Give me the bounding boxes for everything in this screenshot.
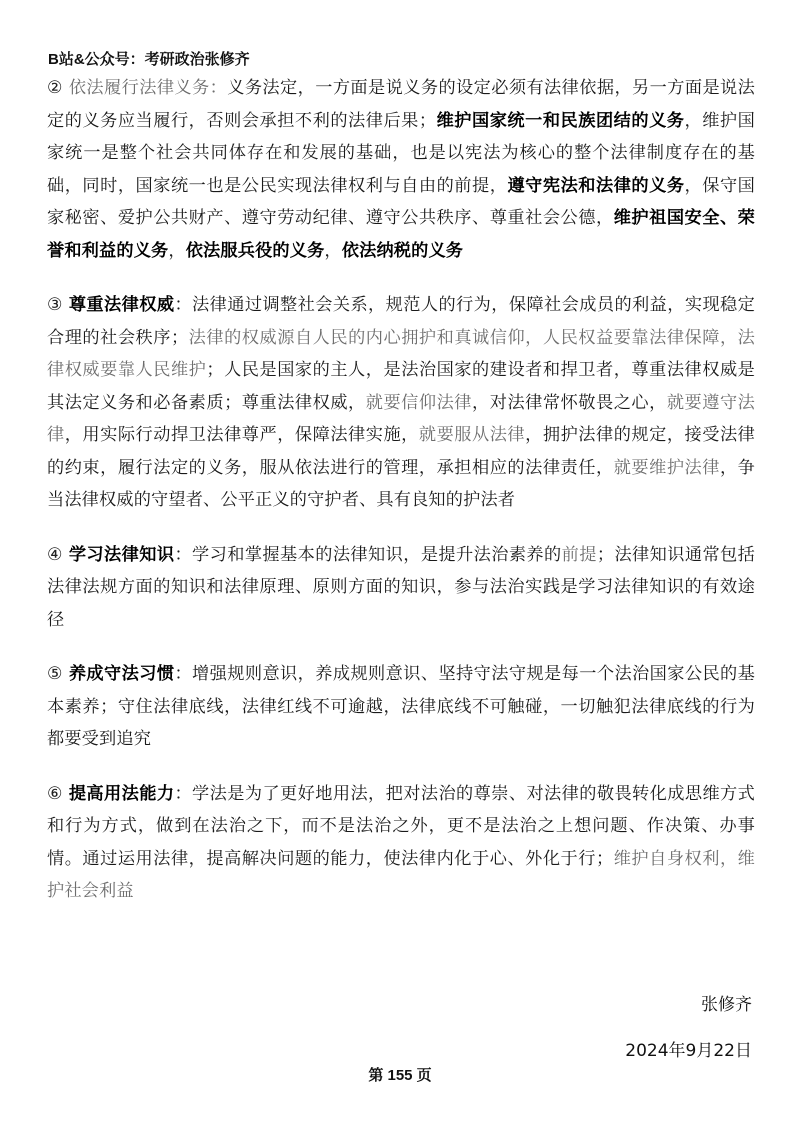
body-text: ，拥护法律的规定，接受法律的约束，履行法定的义务，服从依法进行的管理，承担相应的法律责任， bbox=[47, 425, 755, 478]
body-text: ， bbox=[324, 240, 342, 261]
bold-text: 维护国家统一和民族团结的义务 bbox=[436, 110, 685, 131]
bold-text: 提高用法能力 bbox=[68, 783, 175, 804]
document-date: 2024年9月22日 bbox=[625, 1041, 752, 1061]
highlight-text: 就要信仰法律 bbox=[365, 392, 473, 413]
body-text: ：学习和掌握基本的法律知识，是提升法治素养的 bbox=[174, 544, 562, 565]
item-number: ④ bbox=[47, 544, 63, 565]
body-text: ，维护国家统一是整个社会共同体存在和发展的基础，也是以宪法为核心的整个法律制度存在的基础，同时，国家统一也是公民实现法律权利与自由的前提， bbox=[47, 110, 755, 196]
bold-text: 遵守宪法和法律的义务 bbox=[507, 175, 685, 196]
body-text: ；法律知识通常包括法律法规方面的知识和法律原理、原则方面的知识，参与法治实践是学习法律知识的有效途径 bbox=[47, 544, 755, 630]
paragraph-law-abiding-habit bbox=[47, 658, 755, 756]
body-text: ，争当法律权威的守望者、公平正义的守护者、具有良知的护法者 bbox=[47, 457, 755, 510]
item-number: ⑤ bbox=[47, 664, 63, 684]
paragraph-use-law-ability bbox=[47, 778, 755, 908]
body-text: ，对法律常怀敬畏之心， bbox=[472, 392, 667, 413]
body-text: 义务法定，一方面是说义务的设定必须有法律依据，另一方面是说法定的义务应当履行，否则会承担不利的法律后果； bbox=[47, 78, 755, 131]
highlight-text: 就要服从法律 bbox=[418, 425, 526, 445]
body-text: ：增强规则意识，养成规则意识、坚持守法守规是每一个法治国家公民的基本素养；守住法律底线，法律红线不可逾越，法律底线不可触碰，一切触犯法律底线的行为都要受到追究 bbox=[47, 664, 756, 749]
page-header: B站&公众号：考研政治张修齐 bbox=[48, 51, 250, 68]
bold-text: 学习法律知识 bbox=[68, 544, 175, 565]
paragraph-obligations bbox=[47, 72, 755, 267]
bold-text: 维护祖国安全、荣誉和利益的义务 bbox=[47, 208, 755, 261]
highlight-text: 法律的权威源自人民的内心拥护和真诚信仰，人民权益要靠法律保障，法律权威要靠人民维护 bbox=[47, 327, 755, 380]
body-text: ， bbox=[168, 240, 186, 261]
body-text: ；人民是国家的主人，是法治国家的建设者和捍卫者，尊重法律权威是其法定义务和必备素质；尊重法律权威， bbox=[47, 360, 755, 413]
highlight-text: 前提 bbox=[561, 544, 597, 565]
page-number: 第 155 页 bbox=[368, 1067, 432, 1084]
body-text: ：法律通过调整社会关系，规范人的行为，保障社会成员的利益，实现稳定合理的社会秩序； bbox=[47, 295, 756, 348]
item-number: ⑥ bbox=[47, 783, 63, 804]
body-text: ，用实际行动捍卫法律尊严，保障法律实施， bbox=[64, 425, 419, 445]
document-body bbox=[47, 72, 755, 930]
highlight-text: 依法履行法律义务： bbox=[68, 78, 228, 98]
item-number: ③ bbox=[47, 295, 63, 315]
highlight-text: 维护自身权利，维护社会利益 bbox=[47, 848, 756, 901]
paragraph-respect-authority bbox=[47, 289, 755, 517]
body-text: ，保守国家秘密、爱护公共财产、遵守劳动纪律、遵守公共秩序、尊重社会公德， bbox=[47, 175, 755, 228]
paragraph-learn-knowledge bbox=[47, 539, 755, 637]
bold-text: 依法纳税的义务 bbox=[341, 240, 464, 261]
body-text: ：学法是为了更好地用法，把对法治的尊崇、对法律的敬畏转化成思维方式和行为方式，做到在法治之下，而不是法治之外，更不是法治之上想问题、作决策、办事情。通过运用法律，提高解决问题的能力，使法律内化于心、外化于行； bbox=[47, 783, 756, 869]
bold-text: 依法服兵役的义务 bbox=[185, 240, 325, 261]
bold-text: 尊重法律权威 bbox=[68, 295, 175, 315]
highlight-text: 就要维护法律 bbox=[613, 457, 720, 478]
item-number: ② bbox=[47, 78, 63, 98]
bold-text: 养成守法习惯 bbox=[68, 664, 175, 684]
highlight-text: 就要遵守法律 bbox=[47, 392, 756, 445]
author-signature: 张修齐 bbox=[701, 995, 752, 1015]
